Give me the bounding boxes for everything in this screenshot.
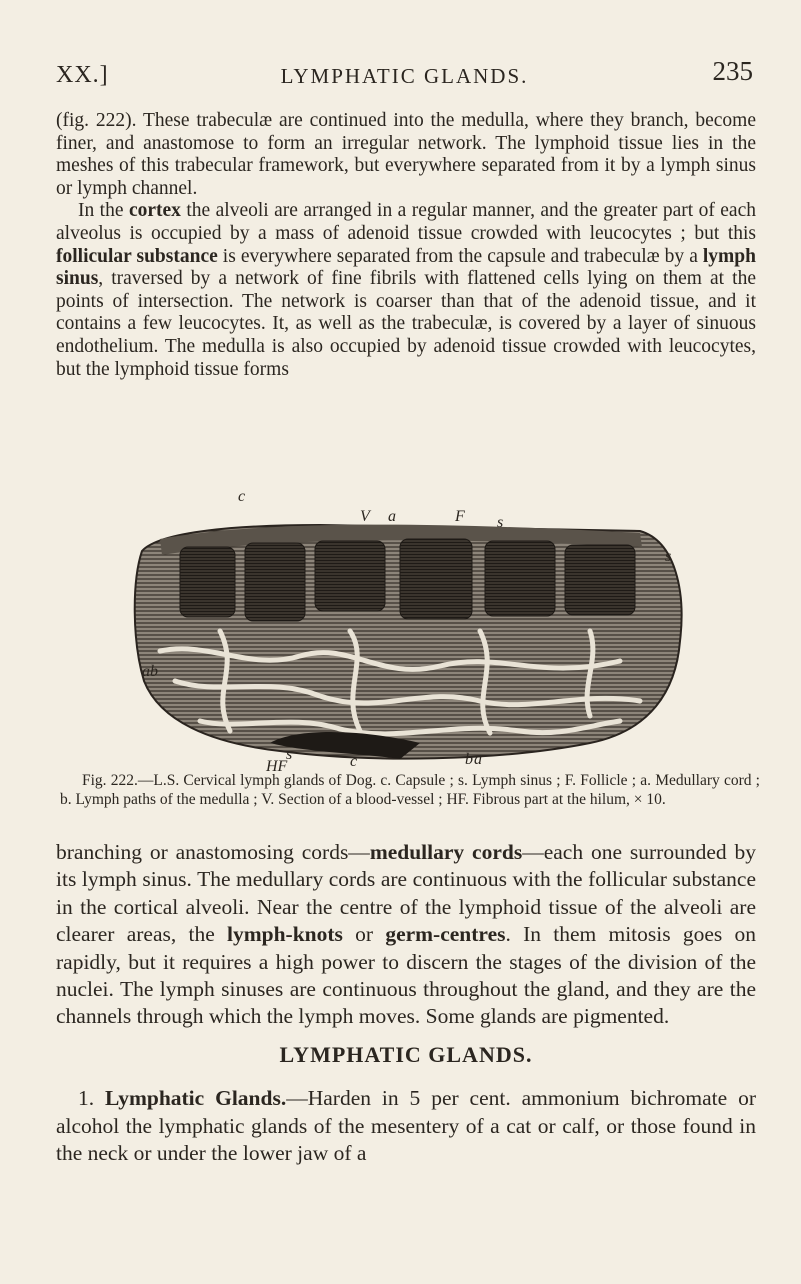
text-run: In the	[78, 200, 129, 222]
page-number: 235	[712, 56, 753, 86]
term-germ-centres: germ-centres	[385, 922, 506, 947]
running-header	[56, 56, 753, 96]
label-HF: HF	[266, 758, 288, 771]
section-heading: LYMPHATIC GLANDS.	[279, 1042, 533, 1067]
label-b-left: b	[150, 663, 158, 680]
label-a-right: a	[474, 751, 482, 768]
text-run: —Harden in 5 per cent. ammonium bichromate or alcohol the lymphatic glands of the mesentery of a cat or calf, or those found in the neck or under the lower jaw of a	[56, 1086, 757, 1166]
item-number: 1.	[78, 1086, 106, 1110]
paragraph-medullary-cords-text	[56, 839, 756, 1031]
paragraph-trabeculae	[56, 110, 756, 381]
figure-caption-text: Fig. 222.—L.S. Cervical lymph glands of Dog. c. Capsule ; s. Lymph sinus ; F. Follicle ; a. Medullary cord ; b. Lymph paths of the medulla ; V. Section of a blood-vessel ; HF. Fibrous part at the hilum, × 10.	[60, 772, 760, 808]
label-F: F	[455, 508, 465, 525]
text-run: or	[342, 922, 386, 947]
text-run: , traversed by a network of fine fibrils with flattened cells lying on them at the points of intersection. The network is coarser than that of the adenoid tissue, and it contains a few leucocytes. It, as well as the trabeculæ, is covered by a layer of sinuous endothelium. The medulla is also occupied by adenoid tissue crowded with leucocytes, but the lymphoid tissue forms	[56, 268, 756, 380]
label-a-left: a	[142, 663, 150, 680]
text-run: is everywhere separated from the capsule and trabeculæ by a	[217, 245, 703, 267]
term-lymph-knots: lymph-knots	[227, 922, 343, 947]
running-title: LYMPHATIC GLANDS.	[280, 64, 529, 88]
label-s-top: s	[497, 514, 504, 531]
text-run: . In them mitosis goes on rapidly, but it requires a high power to discern the stages of the division of the nuclei. The lymph sinuses are continuous throughout the gland, and they are the channels through which the lymph moves. Some glands are pigmented.	[56, 922, 757, 1029]
follicles	[180, 539, 635, 621]
paragraph-lymphatic-glands-text	[56, 1085, 756, 1168]
figure-caption	[60, 772, 760, 809]
label-b-right: b	[465, 751, 473, 768]
label-s-bottom: s	[286, 746, 293, 763]
figure-222-lymph-gland-illustration	[120, 481, 690, 771]
text-run: —each one surrounded by its lymph sinus. The medullary cords are continuous with the follicular substance in the cortical alveoli. Near the centre of the lymphoid tissue of the alveoli are clearer areas, the	[56, 840, 756, 947]
chapter-number: XX.]	[56, 62, 109, 88]
label-c-top: c	[238, 488, 246, 505]
paragraph-trabeculae-text: (fig. 222). These trabeculæ are continued into the medulla, where they branch, become finer, and anastomose to form an irregular network. The lymphoid tissue lies in the meshes of this trabecular framework, but everywhere separated from it by a lymph sinus or lymph channel.	[56, 110, 756, 199]
term-lymphatic-glands: Lymphatic Glands.	[105, 1086, 287, 1110]
paragraph-lymphatic-glands	[56, 1085, 756, 1168]
term-medullary-cords: medullary cords	[369, 840, 523, 864]
paragraph-cortex	[56, 200, 756, 381]
label-a-top: a	[388, 508, 396, 525]
label-s-right: s	[665, 548, 672, 565]
term-cortex: cortex	[128, 200, 181, 222]
label-V: V	[360, 508, 370, 525]
paragraph-medullary-cords	[56, 839, 756, 1031]
text-run: the alveoli are arranged in a regular manner, and the greater part of each alveolus is occupied by a mass of adenoid tissue crowded with leucocytes ; but this	[56, 200, 756, 244]
label-c-bottom: c	[350, 753, 358, 770]
text-run: branching or anastomosing cords—	[56, 840, 370, 864]
term-follicular-substance: follicular substance	[56, 245, 218, 267]
term-lymph-sinus: lymph sinus	[56, 245, 756, 290]
